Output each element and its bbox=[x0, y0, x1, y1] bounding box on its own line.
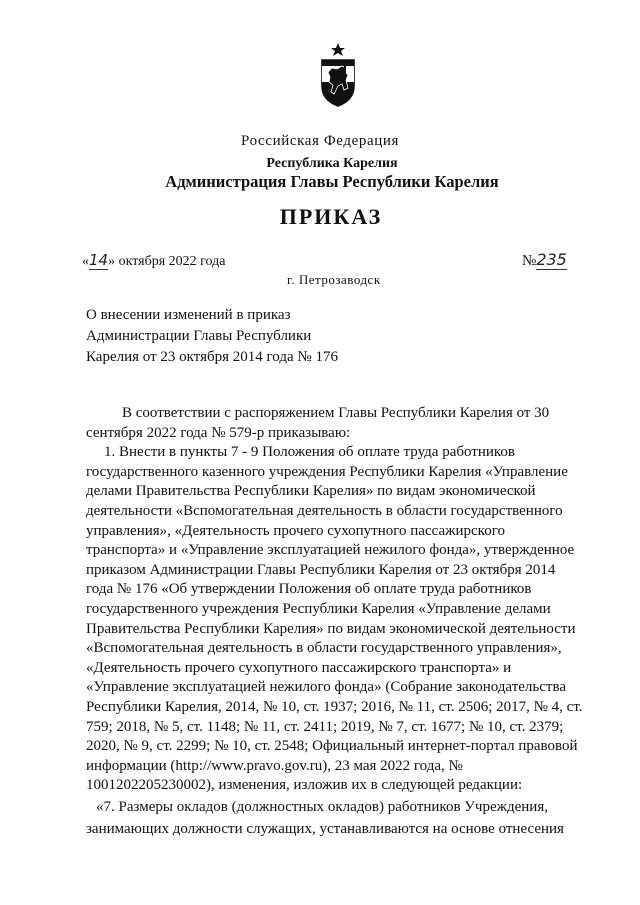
karelia-coat-of-arms-emblem bbox=[318, 42, 358, 108]
body-line: 2020, № 9, ст. 2299; № 10, ст. 2548; Официальный интернет-портал правовой bbox=[86, 738, 578, 755]
body-line: 1001202205230002), изменения, изложив их в следующей редакции: bbox=[86, 777, 523, 794]
body-line: 1. Внести в пункты 7 - 9 Положения об оплате труда работников bbox=[104, 444, 516, 461]
document-number bbox=[522, 250, 567, 270]
document-date bbox=[82, 251, 225, 270]
body-line: занимающих должности служащих, устанавливаются на основе отнесения bbox=[86, 821, 564, 838]
body-line: Республики Карелия, 2014, № 10, ст. 1937; 2016, № 11, ст. 2506; 2017, № 4, ст. bbox=[86, 698, 583, 715]
body-line: информации (http://www.pravo.gov.ru), 23 мая 2022 года, № bbox=[86, 757, 463, 774]
body-line: деятельности «Вспомогательная деятельность в области государственного bbox=[86, 502, 563, 519]
document-body bbox=[86, 404, 586, 840]
date-open-quote: « bbox=[82, 254, 89, 269]
body-line: государственного учреждения Республики Карелия «Управление делами bbox=[86, 600, 551, 617]
subject-line: О внесении изменений в приказ bbox=[86, 307, 291, 323]
number-handwritten: 235 bbox=[536, 250, 567, 269]
document-city: г. Петрозаводск bbox=[287, 272, 381, 287]
number-sign: № bbox=[522, 253, 537, 269]
date-day-handwritten: 14 bbox=[89, 251, 109, 269]
country-name: Российская Федерация bbox=[241, 133, 399, 149]
body-line: «Вспомогательная деятельность в области государственного управления», bbox=[86, 640, 562, 657]
body-line: государственного казенного учреждения Республики Карелия «Управление bbox=[86, 463, 568, 480]
document-type-title: ПРИКАЗ bbox=[279, 204, 383, 229]
subject-line: Карелия от 23 октября 2014 года № 176 bbox=[86, 349, 338, 365]
body-line: транспорта» и «Управление эксплуатацией нежилого фонда», утвержденное bbox=[86, 542, 575, 559]
body-line: «Управление эксплуатацией нежилого фонда» (Собрание законодательства bbox=[86, 679, 566, 696]
subject-line: Администрации Главы Республики bbox=[86, 328, 312, 344]
republic-name: Республика Карелия bbox=[266, 156, 398, 171]
body-line: делами Правительства Республики Карелия» по видам экономической bbox=[86, 483, 536, 500]
body-line: приказом Администрации Главы Республики Карелия от 23 октября 2014 bbox=[86, 561, 556, 578]
body-line: года № 176 «Об утверждении Положения об оплате труда работников bbox=[86, 581, 532, 598]
date-month-year: октября 2022 года bbox=[115, 254, 226, 269]
body-line: Правительства Республики Карелия» по видам экономической деятельности bbox=[86, 620, 576, 637]
body-line: «Деятельность прочего сухопутного пассажирского транспорта» и bbox=[86, 659, 512, 676]
issuing-authority: Администрация Главы Республики Карелия bbox=[165, 172, 499, 191]
date-close-quote: » bbox=[108, 254, 116, 269]
body-line: «7. Размеры окладов (должностных окладов) работников Учреждения, bbox=[96, 798, 548, 815]
body-line: В соответствии с распоряжением Главы Республики Карелия от 30 bbox=[122, 405, 550, 421]
body-line: управления», «Деятельность прочего сухопутного пассажирского bbox=[86, 522, 505, 539]
body-line: сентября 2022 года № 579-р приказываю: bbox=[86, 424, 351, 441]
body-line: 759; 2018, № 5, ст. 1148; № 11, ст. 2411; 2019, № 7, ст. 1677; № 10, ст. 2379; bbox=[86, 718, 564, 735]
document-subject bbox=[86, 305, 338, 368]
